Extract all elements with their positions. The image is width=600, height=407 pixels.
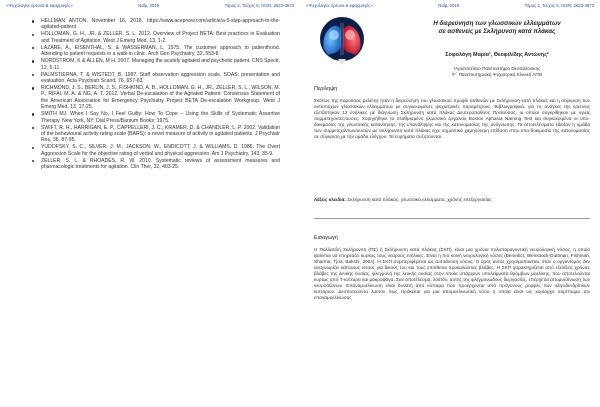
abstract-text: Σκόπος της παρούσας μελέτης ήταν η διερεύνηση του γλωσσικού προφίλ ασθενών με Σκλήρυνση κατά πλάκας και η σύγκριση των αντίστοιχων γλωσσικών ελλειμμάτων με συγκεκριμένες ψυχιατρικές παραμέτρους. Βιβλιογραφικά, για τις ανάγκες της έρευνας εξετάστηκαν 12 ενήλικες με διάγνωση Σκλήρυνση κατά πλάκας Δευτεροπαθούς Προϊούσας, οι οποίοι συγκρίθηκαν με υγιείς συμμετέχοντες/ουσες. Χορηγήθηκε το σταθμισμένο γλωσσικό εργαλείο Boston Aphasia Naming Test και συγκεκριμένα οι υπο-δοκιμασίες της γλωσσικής κατανόησης, της επανάληψης και της κατονομασίας της ανάγνωσης. Τα αποτελέσματα έδειξαν η ομάδα των συμμετεχόντων/ουσών με σκλήρυνση κατά πλάκας είχε σημαντικά χαμηλότερη επίδοση στην υπο-δοκιμασία της κατονομασίας σε σύγκριση με την ομάδα ελέγχου. Τα ευρήματα συζητούνται. <box>314 98 590 140</box>
reference-item: NORDSTROM, K & ALLEN, M H. 2007. Managing the acutely agitated and psychotic patient. CNS Spectr, 12, 5-11. <box>30 58 280 71</box>
reference-item: HELLMAN ANTON, November 16, 2018, https://www.acepnow.com/article/a-5-step-approach-to-the-agitated-patient <box>30 18 280 31</box>
author-names: Σοφολόγη Μαρία¹, Θεοφιλίδης Αντώνης² <box>445 52 549 58</box>
volume-issn: Τόμος 2, Τεύχος 5, ISSN: 2623-3673 <box>524 3 594 8</box>
section-divider <box>314 218 590 219</box>
abstract-heading: Περίληψη <box>314 86 338 92</box>
reference-item: PALMSTIERNA, T. & WISTEDT, B. 1987. Staff observation aggression scale, SOAS: presentation and evaluation. Acta Psychiatr Scand, 76, 657-63. <box>30 72 280 85</box>
brain-profiles-logo-icon <box>316 15 368 67</box>
reference-item: YUDOFSKY, S. C., SILVER, J. M., JACKSON, W., ENDICOTT, J. & WILLIAMS, D. 1986. The Overt Aggression Scale for the objective rating of verbal and physical aggression. Am J Psychiatry, 143, 35-9. <box>30 144 280 157</box>
reference-item: RICHMOND, J. S., BERLIN, J. S., FISHKIND, A. B., HOLLOMAN, G. H., JR., ZELLER, S. L., WILSON, M. P., RIFAI, M. A. & NG, A. T. 2012. Verbal De-escalation of the Agitated Patient: Consensus Statement of the American Association for Emergency Psychiatry Project BETA De-escalation Workgroup. West J Emerg Med, 13, 17-25. <box>30 85 280 111</box>
article-title-line: σε ασθενείς με Σκλήρυνση κατά πλάκας <box>438 28 556 35</box>
article-title <box>404 20 590 36</box>
introduction-text: Η Πολλαπλή Σκλήρυνση (ΠΣ) ή Σκλήρυνση κατά πλάκας (ΣΚΠ), είναι μια χρόνια πολυπαραγοντική νευρολογική νόσος, η οποία φαίνεται να επηρεάζει κυρίως τους νεαρούς ενήλικες. Είναι η πιο κοινή νευρολογική νόσος (Benedict, Weinstock-Guttman, Fishman, Sharma, Tjoa, Bakshi, 2004). Η ΣΚΠ συμπεριφέρεται ως αυτοάνοση νόσος. Ο όρος αυτός χρησιμοποιείται, όταν ο οργανισμός δεν αναγνωρίζει κάποιους ιστούς για δικούς του και τους επιτίθεται προκαλώντας βλάβες. Η ΣΚΠ χαρακτηρίζεται από εξελίξεις χρόνιες βλάβες της λευκής ουσίας, φλεγμονή της λευκής ουσίας στην οποία υπάρχουν υπολείμματα θρόμβων μυελίνης, που αποτελούνται κυρίως από Τ-κύτταρα και μακροφάγα. Σαν αποτέλεσμα, λοιπόν, αυτής της φλεγμονώδους διεργασίας, επέρχεται απομυελίνωση των νευροάξονων. Επαναμυελίνωση είναι δυνατή από κύτταρα που προέρχονται από πρόγονους μορφές των ολιγοδενδρίτικων κυττάρων. Δεσποτεύοντα λοιπόν πως πρόκειται για μια απομυελινωτική νόσο η οποία είναι ως κυρίαρχο σύμπτωμα την επαναμυελίνωσης <box>314 247 590 301</box>
issue-date: Ναΐμ, 2019 <box>138 3 160 8</box>
running-header-left <box>6 3 294 8</box>
article-title-line: Η διερεύνηση των γλωσσικών ελλειμμάτων <box>433 20 561 27</box>
reference-item: ZELLER, S. L. & RHOADES, R. W. 2010. Systematic reviews of assessment measures and pharmacologic treatments for agitation. Clin Ther, 32, 403-25. <box>30 158 280 171</box>
issue-date: Ναΐμ, 2019 <box>438 3 460 8</box>
reference-item: SWIFT, R. H., HARRIGAN, E. P., CAPPELLERI, J. C., KRAMER, D. & CHANDLER, L. P. 2002. Validation of the behavioural activity rating scale (BARS): a novel measure of activity in agitated patients. J Psychiatr Res, 36, 87-95. <box>30 125 280 144</box>
affiliation-2: ²Γ΄ Πανεπιστημιακή Ψυχιατρική Κλινική ΑΠΘ <box>451 72 543 77</box>
keywords-list: Σκλήρυνση κατά πλάκας, γλωσσικά ελλείμματα, χρόνος επεξεργασίας <box>347 197 492 202</box>
reference-item: SMITH MJ. When I Say No, I Feel Guilty: How To Cope – Using the Skills of Systematic Assertive Therapy. New York, NY: Dial Press/Bantum Books; 1975. <box>30 111 280 124</box>
affiliation-1: ¹Αριστοτέλειο Πανεπιστήμιο Θεσσαλονίκης <box>453 66 541 71</box>
keywords-label: Λέξεις κλειδιά: <box>314 197 346 202</box>
reference-item: HOLLOMAN, G. H., JR. & ZELLER, S. L. 2012. Overview of Project BETA: Best practices in Evaluation and Treatment of Agitation. West J Emerg Med, 13, 1-2. <box>30 31 280 44</box>
journal-name: «Ψυχολογία: έρευνα & εφαρμογές» <box>6 3 73 8</box>
introduction-heading: Εισαγωγή <box>314 235 338 241</box>
reference-item: LAZARE, A., EISENTHAL, S. & WASSERMAN, L. 1975. The customer approach to patienthood. Attending to patient requests in a walk-in clinic. Arch Gen Psychiatry, 32, 553-8. <box>30 45 280 58</box>
keywords <box>314 197 590 203</box>
reference-list <box>30 18 280 171</box>
volume-issn: Τόμος 2, Τεύχος 5, ISSN: 2623-3673 <box>224 3 294 8</box>
running-header-right <box>306 3 594 8</box>
journal-name: «Ψυχολογία: έρευνα & εφαρμογές» <box>306 3 373 8</box>
right-page <box>300 0 600 407</box>
